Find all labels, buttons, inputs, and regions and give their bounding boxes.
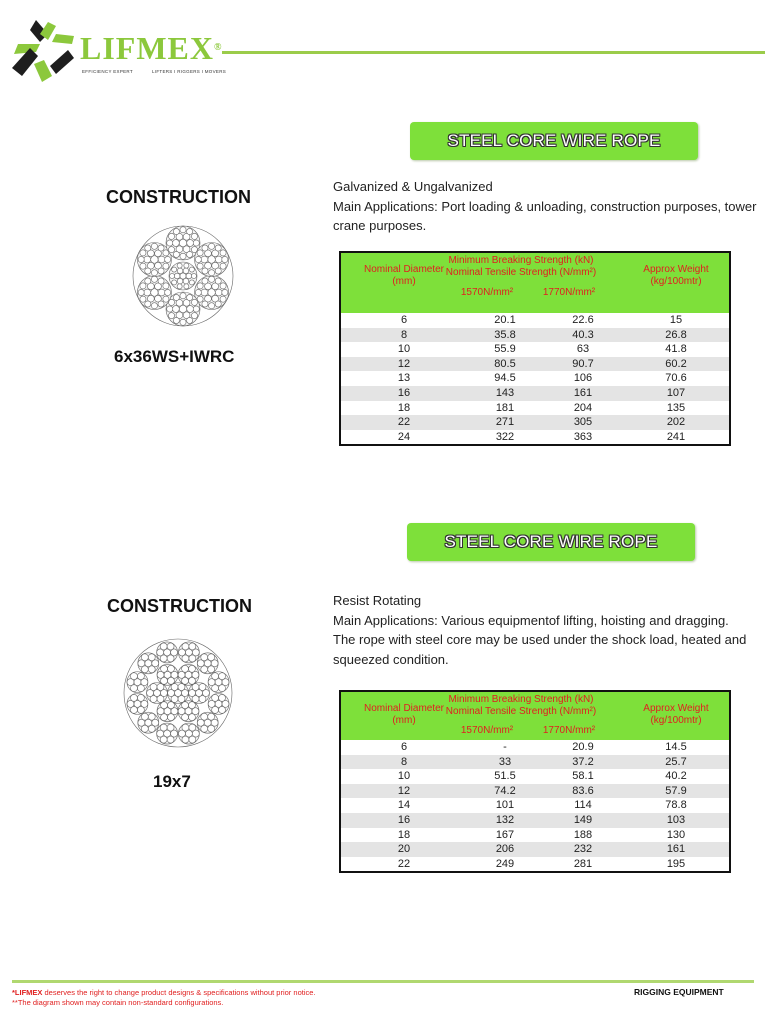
table-row <box>341 798 729 813</box>
lifmex-logo-icon <box>12 18 76 84</box>
cell-diameter: 12 <box>397 784 411 797</box>
description-line: Resist Rotating <box>333 593 422 608</box>
header-1570: 1570N/mm² <box>460 725 514 736</box>
footer-disclaimer-2: **The diagram shown may contain non-standard configurations. <box>12 998 224 1007</box>
cell-diameter: 22 <box>397 857 411 870</box>
cell-weight: 135 <box>666 401 686 414</box>
header-approx-weight: Approx Weight (kg/100mtr) <box>643 703 709 726</box>
table-body <box>341 313 729 444</box>
cell-strength-1770: 90.7 <box>572 357 594 370</box>
cell-diameter: 14 <box>397 799 411 812</box>
cell-diameter: 10 <box>397 770 411 783</box>
cell-strength-1570: 206 <box>495 843 515 856</box>
table-row <box>341 755 729 770</box>
cell-weight: 130 <box>666 828 686 841</box>
cell-diameter: 8 <box>400 328 408 341</box>
header-approx-weight: Approx Weight (kg/100mtr) <box>643 264 709 287</box>
cell-weight: 60.2 <box>665 357 687 370</box>
cell-diameter: 24 <box>397 430 411 443</box>
cell-strength-1570: 322 <box>495 430 515 443</box>
cell-strength-1570: 20.1 <box>494 314 516 326</box>
cell-strength-1770: 363 <box>573 430 593 443</box>
description-line: Main Applications: Various equipmentof lifting, hoisting and dragging. <box>333 612 729 628</box>
cell-strength-1770: 281 <box>573 857 593 870</box>
table-row <box>341 813 729 828</box>
cell-diameter: 18 <box>397 828 411 841</box>
brand-name: LIFMEX® <box>80 30 223 66</box>
cell-diameter: 22 <box>397 416 411 429</box>
footer-section-label: RIGGING EQUIPMENT <box>634 987 724 997</box>
description-line: The rope with steel core may be used under the shock load, heated and <box>333 632 747 647</box>
description-line: squeezed condition. <box>333 651 449 667</box>
header-breaking-strength: Minimum Breaking Strength (kN) Nominal Tensile Strength (N/mm²) <box>445 255 597 278</box>
cell-strength-1770: 188 <box>573 828 593 841</box>
cell-strength-1770: 63 <box>576 343 590 356</box>
header-1570: 1570N/mm² <box>460 287 514 298</box>
cell-diameter: 6 <box>400 314 408 326</box>
table-row <box>341 784 729 799</box>
cell-weight: 40.2 <box>665 770 687 783</box>
cell-weight: 161 <box>666 843 686 856</box>
cell-strength-1770: 58.1 <box>572 770 594 783</box>
cell-strength-1770: 114 <box>574 799 592 812</box>
table-header <box>341 692 729 740</box>
cell-weight: 78.8 <box>665 799 687 812</box>
header-nominal-diameter: Nominal Diameter (mm) <box>363 264 445 287</box>
cell-weight: 107 <box>666 386 686 399</box>
cell-weight: 70.6 <box>665 372 687 385</box>
footer-divider <box>12 980 754 983</box>
cell-strength-1570: 132 <box>495 813 515 826</box>
tagline-right: LIFTERS I RIGGERS I MOVERS <box>152 69 227 74</box>
header-1770: 1770N/mm² <box>542 287 596 298</box>
section2-rope-cross-section-diagram <box>122 637 234 749</box>
table-header <box>341 253 729 313</box>
cell-weight: 103 <box>666 813 686 826</box>
table-row <box>341 740 729 755</box>
cell-weight: 14.5 <box>665 741 687 753</box>
description-line: Galvanized & Ungalvanized <box>333 179 493 194</box>
cell-strength-1570: 181 <box>495 401 515 414</box>
tagline-left: EFFICIENCY EXPERT <box>82 69 133 74</box>
section1-description <box>333 177 756 236</box>
table-row <box>341 430 729 445</box>
cell-strength-1570: - <box>503 741 507 753</box>
cell-diameter: 6 <box>400 741 408 753</box>
cell-strength-1770: 37.2 <box>572 755 594 768</box>
cell-strength-1770: 305 <box>573 416 593 429</box>
cell-strength-1770: 204 <box>573 401 593 414</box>
section1-construction-name: 6x36WS+IWRC <box>114 347 235 366</box>
cell-weight: 57.9 <box>665 784 687 797</box>
table-row <box>341 357 729 372</box>
table-row <box>341 313 729 328</box>
cell-strength-1770: 83.6 <box>572 784 594 797</box>
table-row <box>341 386 729 401</box>
section1-construction-heading: CONSTRUCTION <box>106 187 251 207</box>
section2-construction-heading: CONSTRUCTION <box>107 596 252 616</box>
table-row <box>341 342 729 357</box>
cell-strength-1770: 22.6 <box>572 314 594 326</box>
section2-construction-name: 19x7 <box>153 772 191 791</box>
footer-disclaimer-1: *LIFMEX deserves the right to change product designs & specifications without prior notice. <box>12 988 316 997</box>
cell-strength-1570: 55.9 <box>494 343 516 356</box>
cell-strength-1570: 51.5 <box>494 770 516 783</box>
cell-weight: 41.8 <box>665 343 687 356</box>
cell-strength-1770: 232 <box>573 843 593 856</box>
cell-weight: 25.7 <box>665 755 687 768</box>
header-divider <box>222 51 765 54</box>
table-row <box>341 371 729 386</box>
table-row <box>341 857 729 872</box>
cell-weight: 26.8 <box>665 328 687 341</box>
cell-strength-1570: 35.8 <box>494 328 516 341</box>
cell-diameter: 20 <box>397 843 411 856</box>
cell-diameter: 16 <box>397 813 411 826</box>
cell-strength-1770: 106 <box>573 372 593 385</box>
table-row <box>341 828 729 843</box>
section2-spec-table <box>339 690 731 873</box>
cell-diameter: 16 <box>397 386 411 399</box>
section1-rope-cross-section-diagram <box>131 224 235 328</box>
table-row <box>341 415 729 430</box>
cell-strength-1570: 101 <box>495 799 515 812</box>
cell-strength-1570: 80.5 <box>494 357 516 370</box>
cell-weight: 15 <box>669 314 683 326</box>
cell-strength-1770: 161 <box>573 386 593 399</box>
cell-diameter: 10 <box>397 343 411 356</box>
cell-strength-1770: 40.3 <box>572 328 594 341</box>
header-nominal-diameter: Nominal Diameter (mm) <box>363 703 445 726</box>
table-row <box>341 769 729 784</box>
cell-weight: 202 <box>666 416 686 429</box>
cell-strength-1570: 94.5 <box>494 372 516 385</box>
table-row <box>341 328 729 343</box>
cell-diameter: 18 <box>397 401 411 414</box>
cell-strength-1770: 149 <box>573 813 593 826</box>
section2-description <box>333 591 746 669</box>
header-1770: 1770N/mm² <box>542 725 596 736</box>
table-row <box>341 401 729 416</box>
cell-strength-1570: 74.2 <box>494 784 516 797</box>
cell-strength-1770: 20.9 <box>572 741 594 753</box>
cell-diameter: 8 <box>400 755 408 768</box>
cell-diameter: 12 <box>397 357 411 370</box>
header-breaking-strength: Minimum Breaking Strength (kN) Nominal Tensile Strength (N/mm²) <box>445 694 597 717</box>
section1-banner-title: STEEL CORE WIRE ROPE <box>447 131 661 150</box>
cell-strength-1570: 249 <box>495 857 515 870</box>
description-line: crane purposes. <box>333 218 427 233</box>
section1-banner <box>410 122 698 160</box>
cell-weight: 241 <box>666 430 686 443</box>
section1-spec-table <box>339 251 731 446</box>
cell-strength-1570: 167 <box>495 828 515 841</box>
cell-strength-1570: 271 <box>495 416 515 429</box>
table-row <box>341 842 729 857</box>
cell-weight: 195 <box>666 857 686 870</box>
cell-strength-1570: 33 <box>498 755 512 768</box>
cell-diameter: 13 <box>397 372 411 385</box>
section2-banner-title: STEEL CORE WIRE ROPE <box>444 532 658 551</box>
description-line: Main Applications: Port loading & unloading, construction purposes, tower <box>333 198 757 214</box>
table-body <box>341 740 729 871</box>
section2-banner <box>407 523 695 561</box>
cell-strength-1570: 143 <box>495 386 515 399</box>
